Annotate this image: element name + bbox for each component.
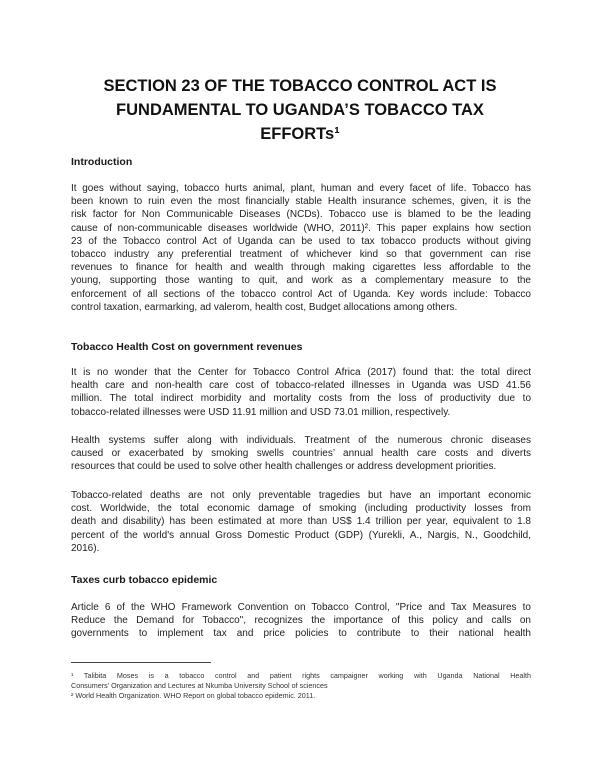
text-line: 2016). [71,542,100,554]
footnote-divider [71,662,211,663]
title-line: EFFORTs¹ [260,125,340,143]
taxes-paragraph [71,601,531,641]
text-line: young, supporting those wanting to quit, and work as a complementary measure to the [71,275,531,287]
text-line: been known to ruin even the most financially stable Health insurance schemes, given, it is the [71,196,531,208]
footnotes [71,671,531,701]
text-line: revenues to finance for health and wealth through making cigarettes less affordable to the [71,262,531,274]
text-line: It goes without saying, tobacco hurts animal, plant, human and every facet of life. Tobacco has [71,183,531,194]
text-line: health care and non-health care cost of tobacco-related illnesses in Uganda was USD 41.56 [71,380,531,392]
health-cost-paragraph-2 [71,434,531,474]
text-line: enforcement of all sections of the tobacco control Act of Uganda. Key words include: Tobacco [71,288,531,300]
text-line: million. The total indirect morbidity and mortality costs from the loss of productivity due to [71,393,531,405]
text-line: Health systems suffer along with individuals. Treatment of the numerous chronic diseases [71,435,531,446]
text-line: It is no wonder that the Center for Tobacco Control Africa (2017) found that: the total direct [71,367,531,378]
text-line: cost. Worldwide, the total economic damage of smoking (including productivity losses from [71,503,531,515]
text-line: governments to implement tax and price policies to contribute to their national health [71,628,531,640]
text-line: cause of non-communicable diseases worldwide (WHO, 2011)². This paper explains how section [71,222,531,234]
text-line: risk factor for Non Communicable Diseases (NCDs). Tobacco use is blamed to be the leading [71,209,531,221]
footnote-line: ² World Health Organization. WHO Report on global tobacco epidemic. 2011. [71,691,316,700]
text-line: death and disability) has been estimated at more than US$ 1.4 trillion per year, equivalent to 1.8 [71,516,531,528]
title-line: SECTION 23 OF THE TOBACCO CONTROL ACT IS [103,77,497,95]
footnote-line: Consumers’ Organization and Lectures at Nkumba University School of sciences [71,681,328,690]
introduction-heading: Introduction [71,156,133,168]
title-line: FUNDAMENTAL TO UGANDA’S TOBACCO TAX [116,101,484,119]
text-line: Reduce the Demand for Tobacco", recognizes the importance of this policy and calls on [71,615,531,627]
text-line: 23 of the Tobacco control Act of Uganda can be used to tax tobacco products without giving [71,235,531,247]
health-cost-paragraph-3 [71,489,531,555]
text-line: resources that could be used to solve other health challenges or address development priorities. [71,461,497,473]
health-cost-paragraph-1 [71,366,531,419]
introduction-paragraph [71,182,531,314]
health-cost-heading: Tobacco Health Cost on government revenues [71,341,303,353]
document-title [60,74,540,146]
footnote-line: ¹ Talibita Moses is a tobacco control and patient rights campaigner working with Uganda National Health [71,671,531,680]
text-line: control taxation, earmarking, ad valerom, health cost, Budget allocations among others. [71,301,458,313]
text-line: Tobacco-related deaths are not only preventable tragedies but have an important economic [71,490,531,501]
taxes-heading: Taxes curb tobacco epidemic [71,574,218,586]
text-line: tobacco-related illnesses were USD 11.91 million and USD 73.01 million, respectively. [71,406,451,418]
text-line: caused or exacerbated by smoking swells countries’ annual health care costs and diverts [71,448,531,460]
text-line: tobacco industry any preferential treatment of whichever kind so that government can rise [71,249,531,261]
text-line: Article 6 of the WHO Framework Convention on Tobacco Control, "Price and Tax Measures to [71,602,531,613]
text-line: percent of the world's annual Gross Domestic Product (GDP) (Yurekli, A., Nargis, N., Goodchild, [71,529,531,541]
